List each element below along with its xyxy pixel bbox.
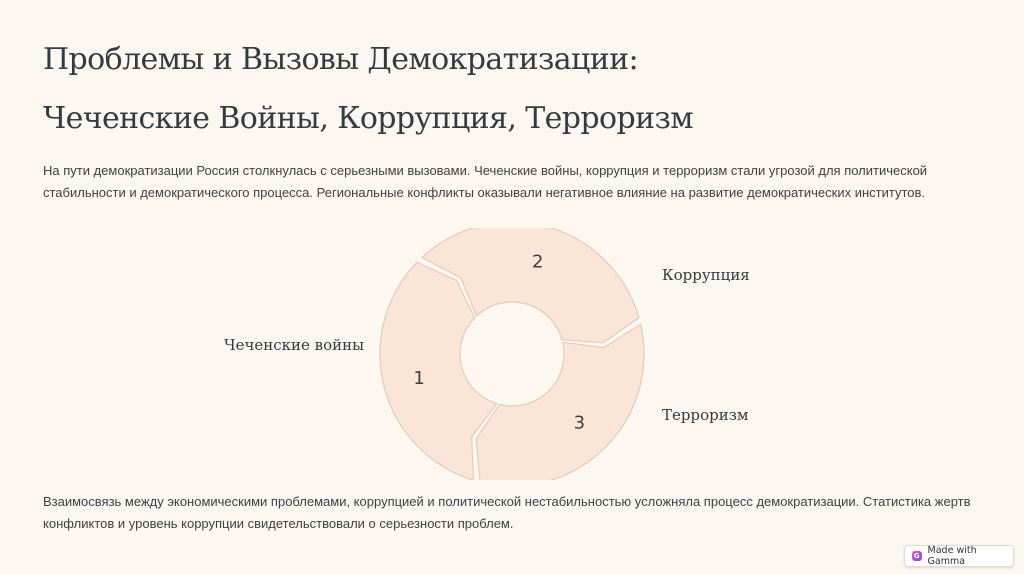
slide-title-line-2: Чеченские Войны, Коррупция, Терроризм <box>43 101 693 136</box>
cycle-label-chechen-wars: Чеченские войны <box>224 336 365 354</box>
cycle-segment-3 <box>476 324 644 480</box>
cycle-label-corruption: Коррупция <box>662 266 750 284</box>
cycle-number-1: 1 <box>413 368 425 389</box>
gamma-logo-icon: G <box>913 552 920 560</box>
intro-paragraph: На пути демократизации Россия столкнулась с серьезными вызовами. Чеченские войны, коррупция и терроризм стали угрозой для политической стабильности и демократического процесса. Региональные конфликты оказывали негативное влияние на развитие демократических институтов. <box>43 163 928 200</box>
cycle-number-3: 3 <box>573 412 586 434</box>
cycle-diagram <box>376 228 648 480</box>
badge-label: Made with Gamma <box>927 545 977 567</box>
cycle-label-terrorism: Терроризм <box>662 406 749 424</box>
made-with-gamma-badge[interactable] <box>904 545 1014 567</box>
conclusion-paragraph: Взаимосвязь между экономическими проблемами, коррупцией и политической нестабильностью усложняла процесс демократизации. Статистика жертв конфликтов и уровень коррупции свидетельствовали о серьезности проблем. <box>43 494 971 531</box>
slide-title-line-1: Проблемы и Вызовы Демократизации: <box>43 42 639 77</box>
cycle-number-2: 2 <box>531 251 544 273</box>
